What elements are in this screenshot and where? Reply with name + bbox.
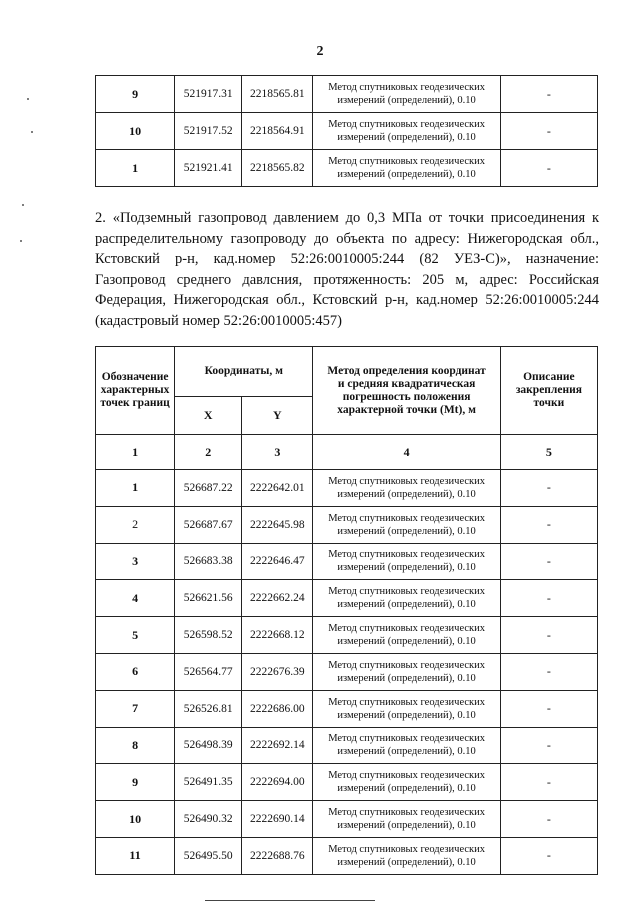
table-row bbox=[96, 690, 598, 727]
coord-x: 521917.52 bbox=[175, 113, 242, 150]
method-cell: Метод спутниковых геодезических измерений (определений), 0.10 bbox=[313, 653, 500, 690]
coord-y: 2218565.82 bbox=[242, 150, 313, 187]
coordinates-table-continued bbox=[95, 75, 598, 187]
point-number: 1 bbox=[96, 470, 175, 507]
coord-y: 2222694.00 bbox=[242, 764, 313, 801]
method-cell: Метод спутниковых геодезических измерений (определений), 0.10 bbox=[313, 617, 500, 654]
coord-x: 526687.22 bbox=[175, 470, 242, 507]
point-number: 7 bbox=[96, 690, 175, 727]
description-cell: - bbox=[500, 690, 597, 727]
description-cell: - bbox=[500, 764, 597, 801]
description-cell: - bbox=[500, 727, 597, 764]
coord-y: 2222690.14 bbox=[242, 801, 313, 838]
description-cell: - bbox=[500, 76, 597, 113]
description-cell: - bbox=[500, 113, 597, 150]
table-header-row bbox=[96, 347, 598, 397]
method-cell: Метод спутниковых геодезических измерений (определений), 0.10 bbox=[313, 543, 500, 580]
coord-x: 526687.67 bbox=[175, 506, 242, 543]
coord-y: 2222686.00 bbox=[242, 690, 313, 727]
method-cell: Метод спутниковых геодезических измерений (определений), 0.10 bbox=[313, 837, 500, 874]
header-x: X bbox=[175, 397, 242, 435]
table-row bbox=[96, 470, 598, 507]
table-row bbox=[96, 543, 598, 580]
column-number: 2 bbox=[175, 435, 242, 470]
method-cell: Метод спутниковых геодезических измерений (определений), 0.10 bbox=[313, 727, 500, 764]
point-number: 9 bbox=[96, 764, 175, 801]
coord-x: 526564.77 bbox=[175, 653, 242, 690]
point-number: 5 bbox=[96, 617, 175, 654]
column-number: 4 bbox=[313, 435, 500, 470]
scan-speck bbox=[27, 98, 29, 100]
point-number: 9 bbox=[96, 76, 175, 113]
coord-y: 2222645.98 bbox=[242, 506, 313, 543]
coord-x: 521921.41 bbox=[175, 150, 242, 187]
header-description: Описание закрепления точки bbox=[500, 347, 597, 435]
description-cell: - bbox=[500, 506, 597, 543]
header-y: Y bbox=[242, 397, 313, 435]
point-number: 4 bbox=[96, 580, 175, 617]
coord-y: 2222688.76 bbox=[242, 837, 313, 874]
table-row bbox=[96, 653, 598, 690]
coord-x: 526495.50 bbox=[175, 837, 242, 874]
method-cell: Метод спутниковых геодезических измерений (определений), 0.10 bbox=[313, 690, 500, 727]
column-number: 1 bbox=[96, 435, 175, 470]
method-cell: Метод спутниковых геодезических измерений (определений), 0.10 bbox=[313, 580, 500, 617]
page-number: 2 bbox=[316, 44, 324, 59]
point-number: 1 bbox=[96, 150, 175, 187]
table-row bbox=[96, 580, 598, 617]
description-cell: - bbox=[500, 580, 597, 617]
description-cell: - bbox=[500, 543, 597, 580]
coord-x: 526683.38 bbox=[175, 543, 242, 580]
scan-speck bbox=[20, 240, 22, 242]
coord-y: 2218565.81 bbox=[242, 76, 313, 113]
description-cell: - bbox=[500, 470, 597, 507]
coord-x: 526490.32 bbox=[175, 801, 242, 838]
footer-rule bbox=[205, 900, 375, 901]
point-number: 2 bbox=[96, 506, 175, 543]
coord-x: 526621.56 bbox=[175, 580, 242, 617]
header-method: Метод определения координат и средняя квадратическая погрешность положения характерной точки (Mt), м bbox=[313, 347, 500, 435]
coord-y: 2222676.39 bbox=[242, 653, 313, 690]
coord-x: 526491.35 bbox=[175, 764, 242, 801]
table-row bbox=[96, 76, 598, 113]
coord-y: 2222692.14 bbox=[242, 727, 313, 764]
coord-y: 2218564.91 bbox=[242, 113, 313, 150]
table-row bbox=[96, 617, 598, 654]
coord-y: 2222662.24 bbox=[242, 580, 313, 617]
description-cell: - bbox=[500, 150, 597, 187]
table-row bbox=[96, 764, 598, 801]
table-row bbox=[96, 506, 598, 543]
point-number: 3 bbox=[96, 543, 175, 580]
coord-x: 526598.52 bbox=[175, 617, 242, 654]
point-number: 10 bbox=[96, 113, 175, 150]
coordinates-table bbox=[95, 346, 598, 875]
method-cell: Метод спутниковых геодезических измерений (определений), 0.10 bbox=[313, 150, 500, 187]
coord-x: 526498.39 bbox=[175, 727, 242, 764]
header-point-designation: Обозначение характерных точек границ bbox=[96, 347, 175, 435]
column-number: 3 bbox=[242, 435, 313, 470]
coord-y: 2222668.12 bbox=[242, 617, 313, 654]
table-row bbox=[96, 837, 598, 874]
point-number: 6 bbox=[96, 653, 175, 690]
table-row bbox=[96, 150, 598, 187]
description-cell: - bbox=[500, 617, 597, 654]
table-row bbox=[96, 113, 598, 150]
description-cell: - bbox=[500, 801, 597, 838]
description-cell: - bbox=[500, 837, 597, 874]
coord-x: 521917.31 bbox=[175, 76, 242, 113]
header-coordinates: Координаты, м bbox=[175, 347, 313, 397]
scan-speck bbox=[31, 131, 33, 133]
method-cell: Метод спутниковых геодезических измерений (определений), 0.10 bbox=[313, 113, 500, 150]
object-description-paragraph: 2. «Подземный газопровод давлением до 0,3 МПа от точки присоединения к распределительному газопроводу до объекта по адресу: Нижегородская обл., Кстовский р-н, кад.номер 52:26:0010005:244 (82 УЕЗ-С)», назначение: Газопровод среднего давлсния, протяженность: 205 м, адрес: Российская Федерация, Нижегородская обл., Кстовский р-н, кад.номер 52:26:0010005:244 (кадастровый номер 52:26:0010005:457) bbox=[95, 210, 599, 329]
point-number: 8 bbox=[96, 727, 175, 764]
method-cell: Метод спутниковых геодезических измерений (определений), 0.10 bbox=[313, 764, 500, 801]
method-cell: Метод спутниковых геодезических измерений (определений), 0.10 bbox=[313, 506, 500, 543]
method-cell: Метод спутниковых геодезических измерений (определений), 0.10 bbox=[313, 801, 500, 838]
coord-y: 2222642.01 bbox=[242, 470, 313, 507]
point-number: 10 bbox=[96, 801, 175, 838]
scan-speck bbox=[22, 204, 24, 206]
column-number: 5 bbox=[500, 435, 597, 470]
method-cell: Метод спутниковых геодезических измерений (определений), 0.10 bbox=[313, 76, 500, 113]
point-number: 11 bbox=[96, 837, 175, 874]
method-cell: Метод спутниковых геодезических измерений (определений), 0.10 bbox=[313, 470, 500, 507]
description-cell: - bbox=[500, 653, 597, 690]
coord-y: 2222646.47 bbox=[242, 543, 313, 580]
column-numbers-row bbox=[96, 435, 598, 470]
table-row bbox=[96, 727, 598, 764]
coord-x: 526526.81 bbox=[175, 690, 242, 727]
table-row bbox=[96, 801, 598, 838]
